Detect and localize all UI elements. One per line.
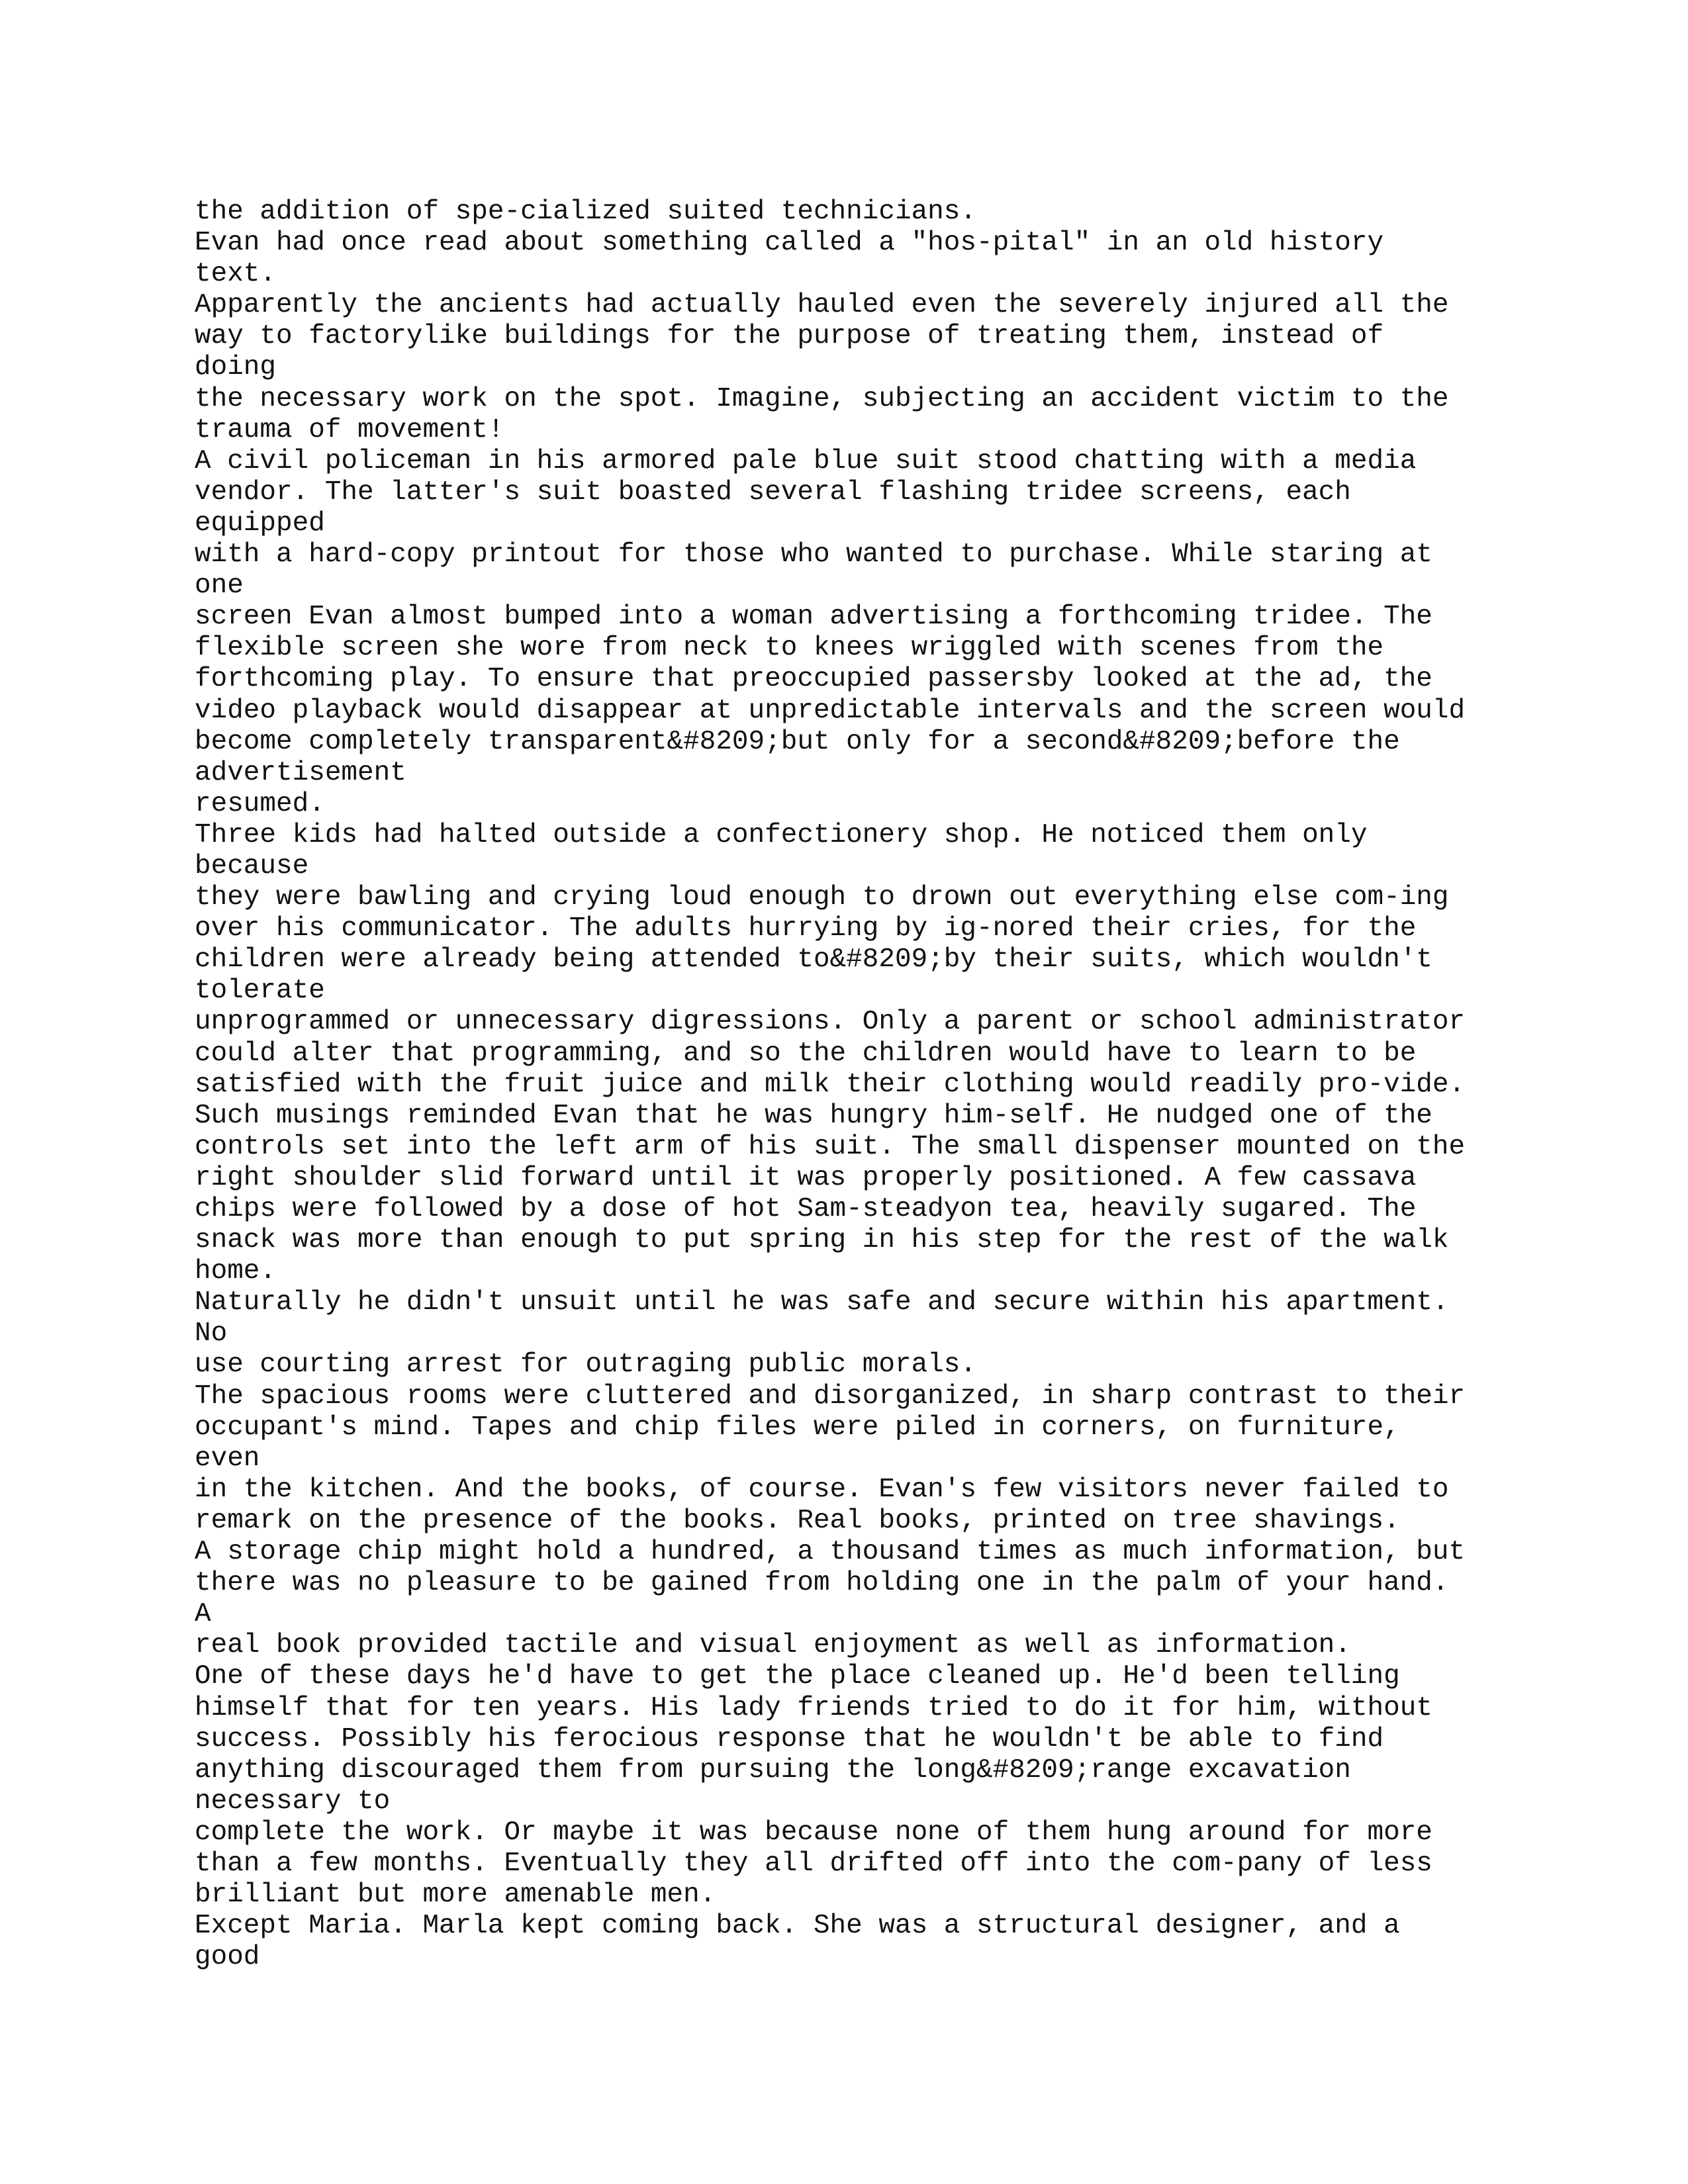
text-line: equipped (195, 508, 325, 539)
text-line: Except Maria. Marla kept coming back. She was a structural designer, and a (195, 1911, 1400, 1942)
text-line: The spacious rooms were cluttered and disorganized, in sharp contrast to their (195, 1381, 1466, 1412)
text-line: right shoulder slid forward until it was properly positioned. A few cassava (195, 1162, 1417, 1193)
text-line: One of these days he'd have to get the place cleaned up. He'd been telling (195, 1661, 1400, 1692)
text-line: one (195, 570, 244, 602)
text-line: A storage chip might hold a hundred, a thousand times as much information, but (195, 1537, 1466, 1568)
text-line: could alter that programming, and so the children would have to learn to be (195, 1038, 1417, 1069)
text-line: remark on the presence of the books. Real books, printed on tree shavings. (195, 1505, 1400, 1536)
text-line: unprogrammed or unnecessary digressions. Only a parent or school administrator (195, 1007, 1466, 1038)
text-line: forthcoming play. To ensure that preoccupied passersby looked at the ad, the (195, 664, 1432, 695)
text-line: because (195, 850, 309, 882)
text-line: doing (195, 352, 277, 383)
text-line: home. (195, 1256, 277, 1287)
text-line: in the kitchen. And the books, of course. Evan's few visitors never failed to (195, 1474, 1449, 1505)
text-line: No (195, 1318, 228, 1349)
text-line: even (195, 1443, 260, 1474)
text-line: trauma of movement! (195, 414, 504, 445)
text-line: video playback would disappear at unpredictable intervals and the screen would (195, 695, 1466, 726)
text-line: advertisement (195, 757, 406, 788)
text-line: flexible screen she wore from neck to knees wriggled with scenes from the (195, 633, 1384, 664)
text-line: occupant's mind. Tapes and chip files were piled in corners, on furniture, (195, 1412, 1400, 1443)
text-line: children were already being attended to&#8209;by their suits, which wouldn't (195, 944, 1432, 976)
text-line: Apparently the ancients had actually hauled even the severely injured all the (195, 290, 1449, 321)
text-line: satisfied with the fruit juice and milk their clothing would readily pro-vide. (195, 1069, 1466, 1100)
text-line: success. Possibly his ferocious response that he wouldn't be able to find (195, 1723, 1384, 1754)
text-line: A civil policeman in his armored pale blue suit stood chatting with a media (195, 445, 1417, 477)
text-line: the necessary work on the spot. Imagine, subjecting an accident victim to the (195, 383, 1449, 414)
text-line: they were bawling and crying loud enough to drown out everything else com-ing (195, 882, 1449, 913)
text-line: Three kids had halted outside a confectionery shop. He noticed them only (195, 819, 1368, 850)
text-line: with a hard-copy printout for those who wanted to purchase. While staring at (195, 539, 1432, 570)
text-line: chips were followed by a dose of hot Sam-steadyon tea, heavily sugared. The (195, 1194, 1417, 1224)
text-line: Such musings reminded Evan that he was hungry him-self. He nudged one of the (195, 1100, 1432, 1131)
text-line: himself that for ten years. His lady friends tried to do it for him, without (195, 1692, 1432, 1723)
text-line: screen Evan almost bumped into a woman advertising a forthcoming tridee. The (195, 602, 1432, 633)
text-line: real book provided tactile and visual enjoyment as well as information. (195, 1630, 1351, 1661)
text-line: Evan had once read about something called a "hos-pital" in an old history (195, 228, 1384, 259)
text-line: become completely transparent&#8209;but only for a second&#8209;before the (195, 726, 1400, 757)
text-line: over his communicator. The adults hurrying by ig-nored their cries, for the (195, 913, 1417, 944)
text-line: snack was more than enough to put spring in his step for the rest of the walk (195, 1225, 1449, 1256)
text-line: anything discouraged them from pursuing the long&#8209;range excavation (195, 1754, 1351, 1786)
text-line: controls set into the left arm of his suit. The small dispenser mounted on the (195, 1131, 1466, 1162)
text-line: resumed. (195, 788, 325, 819)
text-line: tolerate (195, 976, 325, 1007)
text-line: Naturally he didn't unsuit until he was safe and secure within his apartment. (195, 1287, 1449, 1318)
text-line: use courting arrest for outraging public morals. (195, 1349, 976, 1381)
text-line: brilliant but more amenable men. (195, 1880, 716, 1911)
text-line: there was no pleasure to be gained from holding one in the palm of your hand. (195, 1568, 1449, 1599)
text-line: complete the work. Or maybe it was because none of them hung around for more (195, 1817, 1432, 1848)
text-line: A (195, 1599, 211, 1630)
text-line: good (195, 1942, 260, 1973)
text-line: vendor. The latter's suit boasted several flashing tridee screens, each (195, 477, 1351, 508)
text-line: way to factorylike buildings for the purpose of treating them, instead of (195, 321, 1384, 352)
text-line: than a few months. Eventually they all drifted off into the com-pany of less (195, 1848, 1432, 1879)
text-line: text. (195, 259, 277, 290)
text-line: the addition of spe-cialized suited technicians. (195, 197, 976, 227)
text-line: necessary to (195, 1786, 391, 1817)
body-text (195, 197, 1664, 1973)
